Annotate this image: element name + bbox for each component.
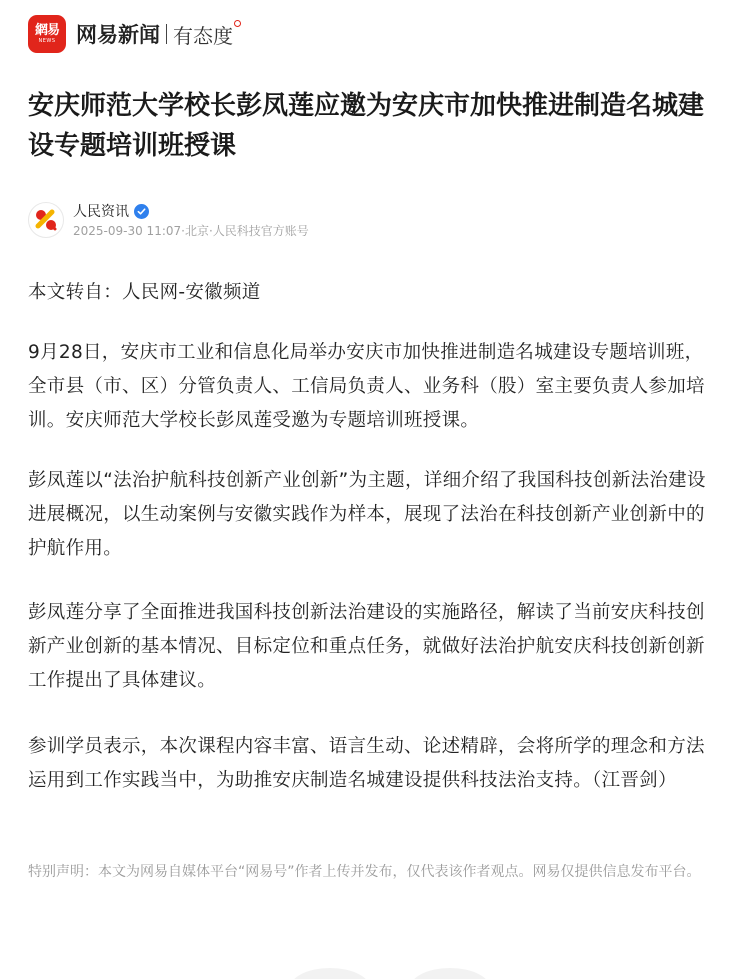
brand-slogan-text: 有态度: [173, 23, 233, 48]
paragraph-1: 9月28日，安庆市工业和信息化局举办安庆市加快推进制造名城建设专题培训班，全市县（市、区）分管负责人、工信局负责人、业务科（股）室主要负责人参加培训。安庆师范大学校长彭凤莲受邀为专题培训班授课。: [28, 342, 705, 431]
author-avatar-icon[interactable]: [28, 202, 64, 238]
disclaimer: 特别声明：本文为网易自媒体平台“网易号”作者上传并发布，仅代表该作者观点。网易仅提供信息发布平台。: [28, 864, 701, 880]
author-block: [28, 200, 309, 240]
site-header: [28, 14, 241, 54]
source-note: 本文转自：人民网-安徽频道: [28, 282, 261, 303]
paragraph-2: 彭凤莲以“法治护航科技创新产业创新”为主题，详细介绍了我国科技创新法治建设进展概况，以生动案例与安徽实践作为样本，展现了法治在科技创新产业创新中的护航作用。: [28, 470, 706, 559]
author-name-row: [73, 200, 309, 222]
article-title: 安庆师范大学校长彭凤莲应邀为安庆市加快推进制造名城建设专题培训班授课: [28, 91, 705, 161]
slogan-dot-icon: [234, 20, 241, 27]
verified-check-icon: [134, 204, 149, 219]
brand-slogan: [173, 20, 241, 49]
author-meta: 2025-09-30 11:07·北京·人民科技官方账号: [73, 224, 309, 238]
author-info: [73, 200, 309, 240]
bottom-action-shadow: [410, 968, 490, 979]
brand-name[interactable]: 网易新闻: [76, 23, 160, 47]
logo-subtext: NEWS: [38, 37, 56, 44]
author-name[interactable]: 人民资讯: [73, 204, 129, 220]
people-daily-avatar-icon: [32, 206, 60, 234]
bottom-action-shadow: [290, 968, 370, 979]
paragraph-4: 参训学员表示，本次课程内容丰富、语言生动、论述精辟，会将所学的理念和方法运用到工作实践当中，为助推安庆制造名城建设提供科技法治支持。（江晋剑）: [28, 736, 705, 791]
brand-divider: [166, 24, 167, 44]
logo-text: 網易: [34, 22, 59, 38]
netease-logo-icon[interactable]: [28, 15, 66, 53]
paragraph-3: 彭凤莲分享了全面推进我国科技创新法治建设的实施路径，解读了当前安庆科技创新产业创新的基本情况、目标定位和重点任务，就做好法治护航安庆科技创新创新工作提出了具体建议。: [28, 602, 705, 691]
